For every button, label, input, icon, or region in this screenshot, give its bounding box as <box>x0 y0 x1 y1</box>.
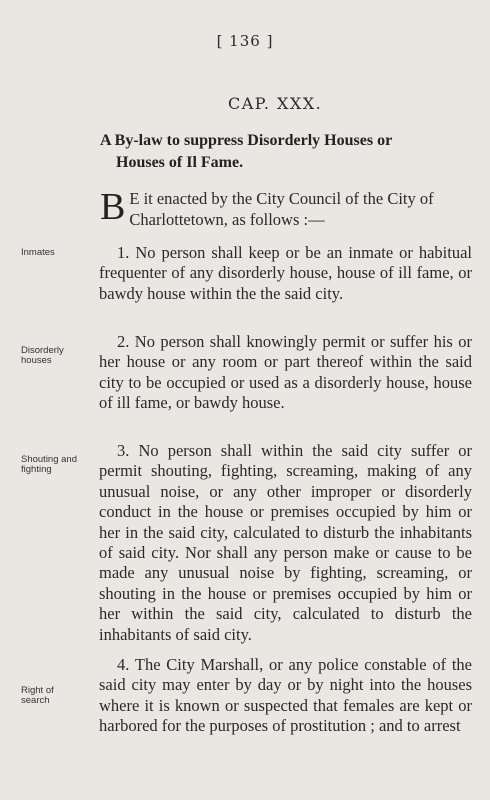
marginal-note-shouting-and-fighting: Shouting and fighting <box>21 454 77 475</box>
section-4 <box>99 655 472 737</box>
section-2 <box>99 332 472 414</box>
section-number: 4. <box>117 655 130 674</box>
drop-cap: B <box>100 186 126 228</box>
section-number: 1. <box>117 243 130 262</box>
bylaw-title-line-2: Houses of Il Fame. <box>116 154 244 171</box>
bylaw-title-line-1: A By-law to suppress Disorderly Houses or <box>100 132 393 149</box>
marginal-note-disorderly-houses: Disorderly houses <box>21 345 64 366</box>
section-number: 3. <box>117 441 130 460</box>
section-1 <box>99 243 472 304</box>
page-number: [ 136 ] <box>216 32 274 50</box>
enacting-clause <box>100 188 470 230</box>
section-text: No person shall keep or be an inmate or habitual frequenter of any disorderly house, house of ill fame, or bawdy house within the the said city. <box>99 243 473 303</box>
section-number: 2. <box>117 332 130 351</box>
chapter-heading: CAP. XXX. <box>228 94 323 113</box>
marginal-note-right-of-search: Right of search <box>21 685 54 706</box>
section-3 <box>99 441 472 645</box>
section-text: No person shall knowingly permit or suffer his or her house or any room or part thereof within the said city to be occupied or used as a disorderly house, house of ill fame, or bawdy house. <box>99 332 473 413</box>
section-text: The City Marshall, or any police constable of the said city may enter by day or by night into the houses where it is known or suspected that females are kept or harbored for the purposes of prostitution ; and to arrest <box>99 655 473 736</box>
marginal-note-inmates: Inmates <box>21 247 55 258</box>
bylaw-title <box>100 130 470 174</box>
section-text: No person shall within the said city suffer or permit shouting, fighting, screaming, making of any unusual noise, or any other improper or disorderly conduct in the house or premises occupied by him or her in the said city, calculated to disturb the inhabitants of said city. Nor shall any person make or cause to be made any unusual noise by fighting, screaming, or shouting in the house or premises occupied by him or her within the said city, calculated to disturb the inhabitants of said city. <box>99 441 473 644</box>
enacting-clause-text: E it enacted by the City Council of the City of Charlottetown, as follows :— <box>129 189 434 229</box>
